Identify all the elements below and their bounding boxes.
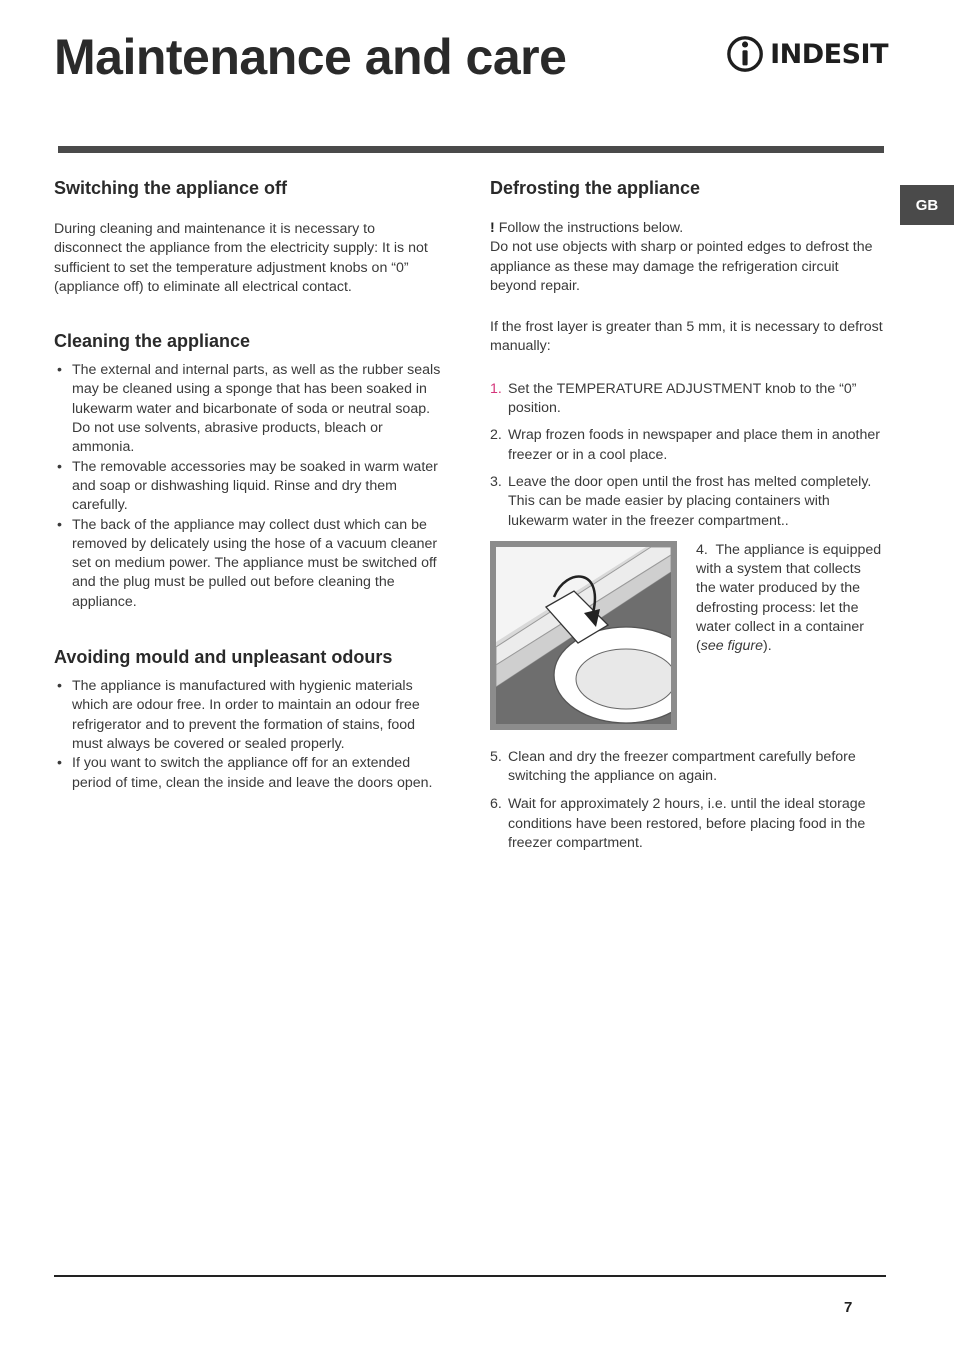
step-item <box>490 795 884 853</box>
defrost-steps-continued <box>490 748 884 853</box>
warning-line: Follow the instructions below. <box>498 220 684 236</box>
list-item: • The appliance is manufactured with hygienic materials which are odour free. In order to maintain an odour free refrigerator and to prevent the formation of stains, food must always be covered or sealed properly. <box>54 677 446 754</box>
step-number: 6. <box>490 796 502 813</box>
footer-rule <box>54 1275 886 1277</box>
header-rule <box>58 146 884 153</box>
defrost-figure <box>490 541 677 730</box>
step-item <box>490 473 884 531</box>
step-number: 3. <box>490 473 502 490</box>
step-number: 1. <box>490 380 502 397</box>
logo-text: INDESIT <box>770 38 888 70</box>
step-number: 2. <box>490 427 502 444</box>
list-item: • The external and internal parts, as well as the rubber seals may be cleaned using a sponge that has been soaked in lukewarm water and bicarbonate of soda or neutral soap. Do not use solvents, abrasive products, bleach or ammonia. <box>54 361 446 457</box>
mould-list <box>54 677 446 793</box>
defrost-warning <box>490 219 884 238</box>
list-item: • If you want to switch the appliance off for an extended period of time, clean the inside and leave the doors open. <box>54 754 446 793</box>
section-heading-switching-off: Switching the appliance off <box>54 178 288 198</box>
step-item <box>490 426 884 465</box>
warning-mark: ! <box>490 220 495 236</box>
step4-number: 4. <box>696 541 708 558</box>
step-number: 5. <box>490 748 502 765</box>
page-title: Maintenance and care <box>54 29 567 85</box>
list-item: • The removable accessories may be soaked in warm water and soap or dishwashing liquid. Rinse and dry them carefully. <box>54 458 446 516</box>
step-item <box>490 380 884 419</box>
step-text: Clean and dry the freezer compartment carefully before switching the appliance on again. <box>508 748 856 785</box>
switching-off-text: During cleaning and maintenance it is necessary to disconnect the appliance from the electricity supply: It is not sufficient to set the temperature adjustment knobs on “0” (appliance off) to eliminate all electrical contact. <box>54 221 428 295</box>
section-heading-cleaning: Cleaning the appliance <box>54 331 251 352</box>
defrost-intro: If the frost layer is greater than 5 mm, it is necessary to defrost manually: <box>490 319 883 355</box>
step-text: Set the TEMPERATURE ADJUSTMENT knob to the “0” position. <box>508 380 857 417</box>
step-text: Wrap frozen foods in newspaper and place them in another freezer or in a cool place. <box>508 427 880 463</box>
step-text: Leave the door open until the frost has melted completely. This can be made easier by placing containers with lukewarm water in the freezer compartment.. <box>508 473 872 529</box>
see-figure-ref: see figure <box>700 638 764 655</box>
step-item <box>490 748 884 787</box>
step4-text <box>696 541 884 730</box>
defrost-illustration <box>496 547 671 724</box>
step-text: Wait for approximately 2 hours, i.e. until the ideal storage conditions have been restored, before placing food in the freezer compartment. <box>508 796 866 852</box>
section-heading-defrosting: Defrosting the appliance <box>490 178 701 198</box>
left-column <box>54 178 446 793</box>
step4-with-figure <box>490 541 884 730</box>
indesit-i-icon <box>726 32 764 76</box>
page-number: 7 <box>844 1299 853 1316</box>
language-tab: GB <box>900 185 954 225</box>
indesit-logo <box>726 32 888 76</box>
list-item: • The back of the appliance may collect dust which can be removed by delicately using the hose of a vacuum cleaner set on medium power. The appliance must be switched off and the plug must be pulled out before cleaning the appliance. <box>54 516 446 612</box>
defrost-steps <box>490 380 884 531</box>
step4-end: ). <box>763 638 772 655</box>
step4-body: The appliance is equipped with a system that collects the water produced by the defrosting process: let the water collect in a container ( <box>696 541 882 655</box>
defrost-warning-text: Do not use objects with sharp or pointed edges to defrost the appliance as these may damage the refrigeration circuit beyond repair. <box>490 239 873 294</box>
section-heading-mould: Avoiding mould and unpleasant odours <box>54 647 393 668</box>
cleaning-list <box>54 361 446 612</box>
right-column <box>490 178 884 853</box>
